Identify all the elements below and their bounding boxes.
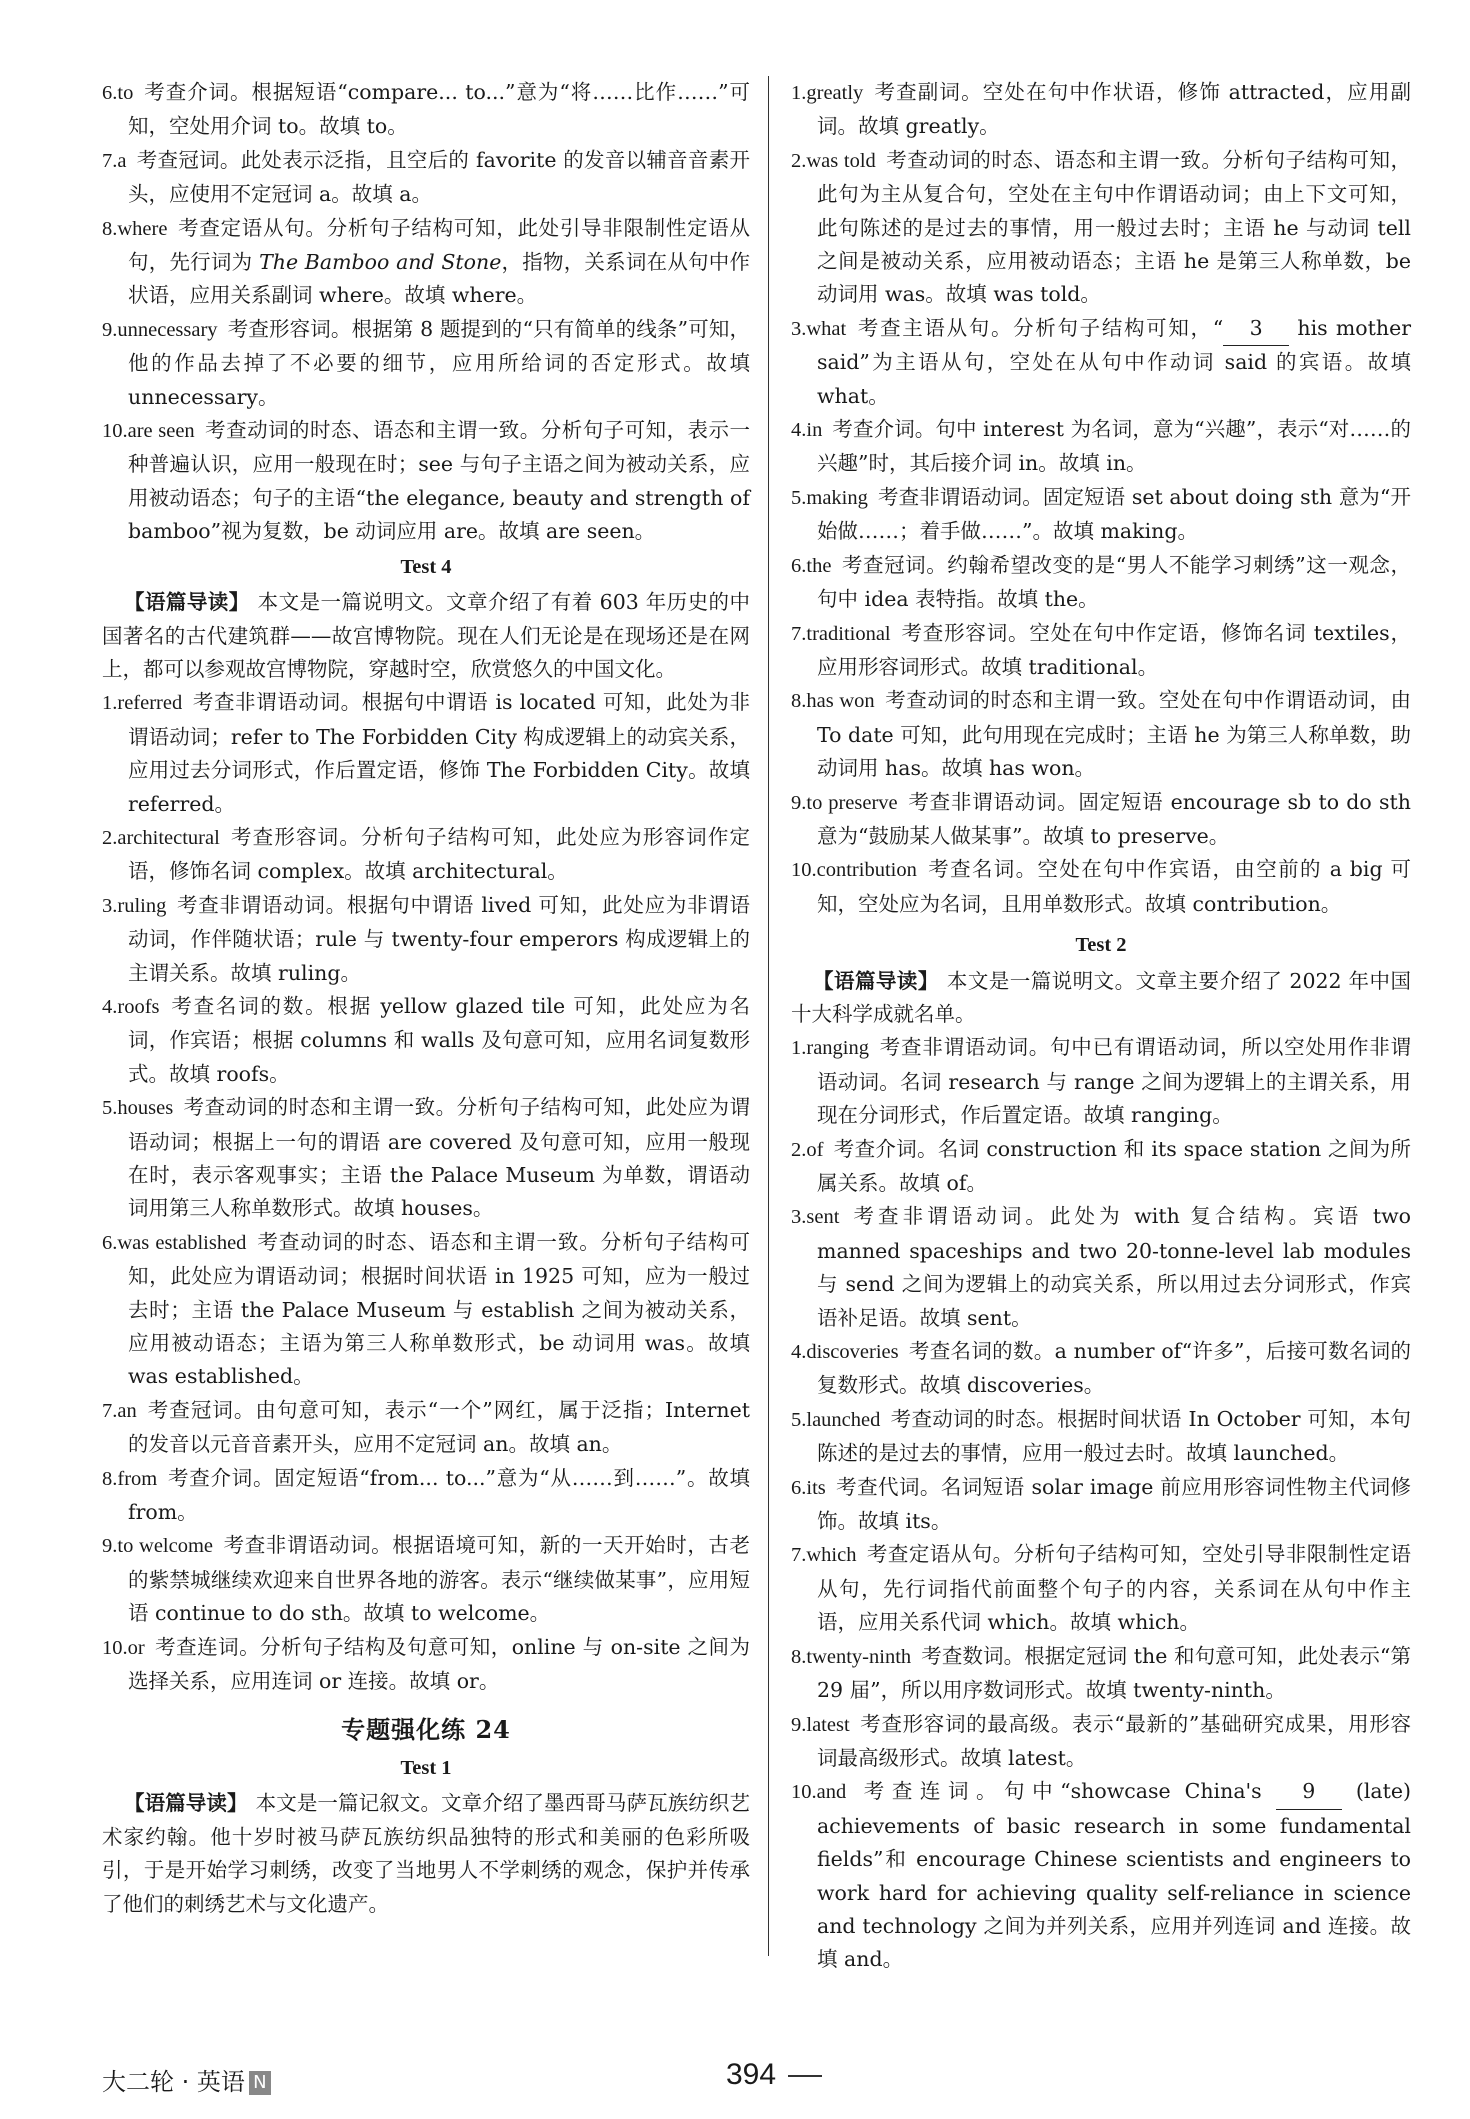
- item-answer: to welcome: [117, 1535, 214, 1558]
- item-explanation: 考查非谓语动词。固定短语 set about doing sth 意为“开始做……；着手做……”。故填 making。: [817, 484, 1411, 544]
- item-answer: greatly: [806, 82, 864, 104]
- item-answer: discoveries: [806, 1341, 899, 1364]
- test4-heading: Test 4: [400, 555, 452, 578]
- item-number: 4.: [791, 419, 807, 442]
- test4-answer-list: [102, 686, 750, 1698]
- item-explanation: 考查形容词。根据第 8 题提到的“只有简单的线条”可知，他的作品去掉了不必要的细节，应用所给词的否定形式。故填 unnecessary。: [128, 316, 750, 409]
- item-answer: contribution: [816, 859, 917, 882]
- page-number: [726, 2058, 822, 2092]
- book-label: [102, 2062, 271, 2097]
- item-number: 2.: [102, 826, 118, 849]
- item-explanation: 考查非谓语动词。根据语境可知，新的一天开始时，古老的紫禁城继续欢迎来自世界各地的游客。表示“继续做某事”，应用短语 continue to do sth。故填 to welcome。: [128, 1533, 750, 1626]
- test1-intro: [102, 1787, 750, 1921]
- right-column: [791, 76, 1411, 1977]
- answer-item: [102, 76, 750, 144]
- answer-item: [791, 1538, 1411, 1639]
- item-explanation: 考查数词。根据定冠词 the 和句意可知，此处表示“第 29 届”，所以用序数词形式。故填 twenty-ninth。: [817, 1643, 1411, 1703]
- item-number: 5.: [791, 1408, 807, 1431]
- item-explanation: 考查冠词。此处表示泛指，且空后的 favorite 的发音以辅音音素开头，应使用不定冠词 a。故填 a。: [128, 147, 750, 207]
- item-number: 6.: [102, 82, 118, 104]
- item-answer: ranging: [806, 1037, 869, 1060]
- page-number-dash: [788, 2075, 822, 2077]
- item-number: 10.: [791, 859, 817, 882]
- item-number: 4.: [102, 995, 118, 1018]
- intro-text: 本文是一篇说明文。文章介绍了有着 603 年历史的中国著名的古代建筑群——故宫博物院。现在人们无论是在现场还是在网上，都可以参观故宫博物院，穿越时空，欣赏悠久的中国文化。: [102, 590, 751, 681]
- item-number: 9.: [102, 318, 118, 341]
- answer-item: [791, 1335, 1411, 1403]
- item-explanation: 考查动词的时态。根据时间状语 In October 可知，本句陈述的是过去的事情，应用一般过去时。故填 launched。: [817, 1406, 1411, 1466]
- work-title: The Bamboo and Stone: [259, 250, 502, 275]
- item-explanation: 考查动词的时态和主谓一致。空处在句中作谓语动词，由 To date 可知，此句用现在完成时；主语 he 为第三人称单数，助动词用 has。故填 has won。: [817, 688, 1411, 781]
- intro-text: 本文是一篇记叙文。文章介绍了墨西哥马萨瓦族纺织艺术家约翰。他十岁时被马萨瓦族纺织品独特的形式和美丽的色彩所吸引，于是开始学习刺绣，改变了当地男人不学刺绣的观念，保护并传承了他们的刺绣艺术与文化遗产。: [102, 1791, 751, 1916]
- answer-item: [102, 1529, 750, 1630]
- answer-item: [791, 1403, 1411, 1471]
- item-explanation: 考查形容词。空处在句中作定语，修饰名词 textiles，应用形容词形式。故填 traditional。: [817, 620, 1411, 679]
- item-answer: in: [806, 419, 823, 442]
- item-number: 2.: [791, 149, 807, 172]
- item-explanation: 考查连词。分析句子结构及句意可知，online 与 on-site 之间为选择关系，应用连词 or 连接。故填 or。: [128, 1634, 750, 1694]
- answer-item: [791, 481, 1411, 549]
- item-answer: sent: [806, 1206, 840, 1229]
- answer-item: [102, 414, 750, 549]
- item-number: 4.: [791, 1341, 807, 1364]
- page-number-text: 394: [726, 2058, 777, 2091]
- item-explanation: ，指物，关系词在从句中作状语，应用关系副词 where。故填 where。: [128, 250, 750, 308]
- item-number: 7.: [791, 1544, 807, 1567]
- test2-heading: Test 2: [1075, 934, 1127, 957]
- item-explanation: 考查非谓语动词。根据句中谓语 is located 可知，此处为非谓语动词；refer to The Forbidden City 构成逻辑上的动宾关系，应用过去分词形式，作后置定语，修饰 The Forbidden City。故填 referred。: [128, 690, 750, 816]
- item-number: 5.: [791, 486, 807, 509]
- answer-item: [791, 1471, 1411, 1539]
- item-answer: which: [806, 1544, 857, 1567]
- item-answer: or: [127, 1636, 145, 1659]
- item-number: 8.: [791, 690, 807, 713]
- item-answer: latest: [806, 1713, 850, 1736]
- answer-item: [102, 1091, 750, 1226]
- item-explanation: 考查非谓语动词。根据句中谓语 lived 可知，此处应为非谓语动词，作伴随状语；rule 与 twenty-four emperors 构成逻辑上的主谓关系。故填 ruling。: [128, 892, 750, 985]
- intro-label: 【语篇导读】: [124, 1791, 248, 1816]
- answer-item: [791, 1708, 1411, 1776]
- item-number: 1.: [102, 692, 118, 715]
- item-answer: an: [117, 1399, 137, 1422]
- item-explanation: (late) achievements of basic research in some fundamental fields”和 encourage Chinese scientists and engineers to work hard for achieving quality self-reliance in science and technology 之间为并列关系，应用并列连词 and 连接。故填 and。: [817, 1779, 1411, 1972]
- answer-item: [791, 1200, 1411, 1335]
- item-explanation: 考查名词。空处在句中作宾语，由空前的 a big 可知，空处应为名词，且用单数形式。故填 contribution。: [817, 857, 1411, 916]
- column-divider: [768, 76, 769, 1956]
- item-explanation: 考查动词的时态和主谓一致。分析句子结构可知，此处应为谓语动词；根据上一句的谓语 are covered 及句意可知，应用一般现在时，表示客观事实；主语 the Palace Museum 为单数，谓语动词用第三人称单数形式。故填 houses。: [128, 1095, 750, 1221]
- item-number: 7.: [791, 622, 807, 645]
- item-explanation: 考查形容词。分析句子结构可知，此处应为形容词作定语，修饰名词 complex。故填 architectural。: [128, 824, 750, 884]
- item-explanation: 考查定语从句。分析句子结构可知，此处引导非限制性定语从句，先行词为: [128, 215, 750, 275]
- item-answer: from: [117, 1467, 158, 1490]
- answer-item: [791, 1640, 1411, 1708]
- item-answer: a: [117, 149, 127, 172]
- answer-item: [102, 1462, 750, 1530]
- answer-item: [791, 786, 1411, 854]
- test2-intro: [791, 965, 1411, 1032]
- item-number: 6.: [791, 1476, 807, 1499]
- item-explanation: 考查冠词。约翰希望改变的是“男人不能学习刺绣”这一观念，句中 idea 表特指。故填 the。: [817, 552, 1411, 612]
- item-explanation: 考查介词。名词 construction 和 its space station 之间为所属关系。故填 of。: [817, 1136, 1411, 1195]
- item-number: 1.: [791, 82, 807, 104]
- item-answer: was told: [806, 149, 876, 172]
- item-explanation: 考查动词的时态、语态和主谓一致。分析句子结构可知，此处应为谓语动词；根据时间状语 in 1925 可知，应为一般过去时；主语 the Palace Museum 与 establish 之间为被动关系，应用被动语态；主语为第三人称单数形式，be 动词用 was。故填 was established。: [128, 1229, 750, 1389]
- item-explanation: 考查介词。句中 interest 为名词，意为“兴趣”，表示“对……的兴趣”时，其后接介词 in。故填 in。: [817, 417, 1411, 476]
- answer-item: [102, 144, 750, 212]
- answer-item: [102, 1226, 750, 1394]
- answer-item: [102, 313, 750, 414]
- item-number: 7.: [102, 149, 118, 172]
- item-answer: roofs: [117, 995, 160, 1018]
- item-number: 10.: [791, 1781, 817, 1804]
- item-answer: launched: [806, 1408, 881, 1431]
- item-number: 8.: [102, 217, 118, 240]
- answer-item: [102, 821, 750, 889]
- test1-heading: Test 1: [400, 1756, 452, 1779]
- item-answer: architectural: [117, 826, 220, 849]
- answer-item: [102, 1394, 750, 1462]
- test1-answer-list: [791, 76, 1411, 921]
- answer-item: [791, 1133, 1411, 1201]
- item-answer: its: [806, 1476, 826, 1499]
- item-number: 3.: [102, 894, 118, 917]
- item-explanation: 考查名词的数。a number of“许多”，后接可数名词的复数形式。故填 discoveries。: [817, 1339, 1411, 1398]
- item-answer: of: [806, 1138, 824, 1161]
- item-answer: the: [806, 554, 832, 577]
- blank-number: 9: [1276, 1775, 1342, 1809]
- item-number: 6.: [791, 554, 807, 577]
- item-explanation: 考查介词。根据短语“compare... to...”意为“将……比作……”可知，空处用介词 to。故填 to。: [128, 80, 750, 139]
- item-number: 9.: [791, 1713, 807, 1736]
- item-explanation: 考查非谓语动词。句中已有谓语动词，所以空处用作非谓语动词。名词 research 与 range 之间为逻辑上的主谓关系，用现在分词形式，作后置定语。故填 ranging。: [817, 1035, 1411, 1128]
- section-heading: 专题强化练 24: [341, 1714, 511, 1744]
- answer-item: [102, 686, 750, 821]
- answer-item: [791, 312, 1411, 413]
- item-number: 8.: [102, 1467, 118, 1490]
- item-explanation: 考查形容词的最高级。表示“最新的”基础研究成果，用形容词最高级形式。故填 latest。: [817, 1711, 1411, 1770]
- answer-item: [791, 1031, 1411, 1132]
- item-number: 3.: [791, 1206, 807, 1229]
- answer-item: [102, 212, 750, 313]
- item-explanation: 考查动词的时态、语态和主谓一致。分析句子结构可知，此句为主从复合句，空处在主句中作谓语动词；由上下文可知，此句陈述的是过去的事情，用一般过去时；主语 he 与动词 tell 之间是被动关系，应用被动语态；主语 he 是第三人称单数，be 动词用 was。故填 was told。: [817, 147, 1411, 307]
- item-explanation: 考查冠词。由句意可知，表示“一个”网红，属于泛指；Internet 的发音以元音音素开头，应用不定冠词 an。故填 an。: [128, 1397, 750, 1457]
- item-answer: to: [117, 82, 134, 104]
- answer-item: [791, 549, 1411, 617]
- left-answer-list-top: [102, 76, 750, 549]
- intro-label: 【语篇导读】: [813, 968, 939, 993]
- item-explanation: 考查副词。空处在句中作状语，修饰 attracted，应用副词。故填 greatly。: [817, 80, 1411, 139]
- intro-label: 【语篇导读】: [124, 590, 250, 615]
- item-explanation: 考查连词。句中“showcase China's: [856, 1779, 1276, 1804]
- item-explanation: his mother said”为主语从句，空处在从句中作动词 said 的宾语。故填 what。: [817, 315, 1412, 408]
- answer-item: [791, 1775, 1411, 1976]
- item-number: 1.: [791, 1037, 807, 1060]
- item-explanation: 考查主语从句。分析句子结构可知，“: [856, 315, 1224, 340]
- item-number: 9.: [791, 791, 807, 814]
- test4-intro: [102, 586, 750, 686]
- item-answer: where: [117, 217, 168, 240]
- item-answer: houses: [117, 1097, 174, 1120]
- item-answer: and: [816, 1781, 847, 1804]
- item-explanation: 考查介词。固定短语“from... to...”意为“从……到……”。故填 from。: [128, 1465, 750, 1525]
- item-number: 9.: [102, 1535, 118, 1558]
- left-column: [102, 76, 750, 1921]
- item-number: 5.: [102, 1097, 118, 1120]
- answer-item: [791, 617, 1411, 685]
- book-title: 大二轮 · 英语: [102, 2068, 245, 2096]
- item-answer: unnecessary: [117, 318, 218, 341]
- item-answer: ruling: [117, 894, 167, 917]
- edition-badge: N: [249, 2071, 271, 2095]
- answer-item: [102, 1631, 750, 1699]
- answer-item: [791, 684, 1411, 785]
- item-answer: are seen: [127, 420, 195, 443]
- item-answer: was established: [117, 1231, 247, 1254]
- answer-item: [791, 76, 1411, 144]
- item-explanation: 考查定语从句。分析句子结构可知，空处引导非限制性定语从句，先行词指代前面整个句子的内容，关系词在从句中作主语，应用关系代词 which。故填 which。: [817, 1542, 1411, 1635]
- item-answer: twenty-ninth: [806, 1645, 912, 1668]
- item-explanation: 考查非谓语动词。固定短语 encourage sb to do sth 意为“鼓励某人做某事”。故填 to preserve。: [817, 789, 1411, 848]
- item-explanation: 考查代词。名词短语 solar image 前应用形容词性物主代词修饰。故填 its。: [817, 1474, 1411, 1534]
- intro-text: 本文是一篇说明文。文章主要介绍了 2022 年中国十大科学成就名单。: [791, 968, 1412, 1026]
- item-answer: has won: [806, 690, 875, 713]
- item-answer: referred: [117, 692, 183, 715]
- answer-item: [102, 889, 750, 990]
- answer-item: [791, 144, 1411, 312]
- item-number: 10.: [102, 420, 128, 443]
- item-answer: traditional: [806, 622, 891, 645]
- test2-answer-list: [791, 1031, 1411, 1976]
- item-number: 8.: [791, 1645, 807, 1668]
- blank-number: 3: [1223, 312, 1289, 346]
- item-number: 10.: [102, 1636, 128, 1659]
- item-answer: to preserve: [806, 791, 898, 814]
- answer-item: [102, 990, 750, 1091]
- item-explanation: 考查非谓语动词。此处为 with 复合结构。宾语 two manned spaceships and two 20-tonne-level lab modules 与 send 之间为逻辑上的动宾关系，所以用过去分词形式，作宾语补足语。故填 sent。: [817, 1204, 1411, 1330]
- item-explanation: 考查名词的数。根据 yellow glazed tile 可知，此处应为名词，作宾语；根据 columns 和 walls 及句意可知，应用名词复数形式。故填 roofs。: [128, 993, 750, 1086]
- item-number: 6.: [102, 1231, 118, 1254]
- answer-item: [791, 413, 1411, 481]
- item-explanation: 考查动词的时态、语态和主谓一致。分析句子可知，表示一种普遍认识，应用一般现在时；see 与句子主语之间为被动关系，应用被动语态；句子的主语“the elegance, beauty and strength of bamboo”视为复数，be 动词应用 are。故填 are seen。: [128, 418, 751, 544]
- item-answer: making: [806, 486, 868, 509]
- item-number: 3.: [791, 317, 807, 340]
- answer-item: [791, 853, 1411, 921]
- item-number: 2.: [791, 1138, 807, 1161]
- item-number: 7.: [102, 1399, 118, 1422]
- item-answer: what: [806, 317, 847, 340]
